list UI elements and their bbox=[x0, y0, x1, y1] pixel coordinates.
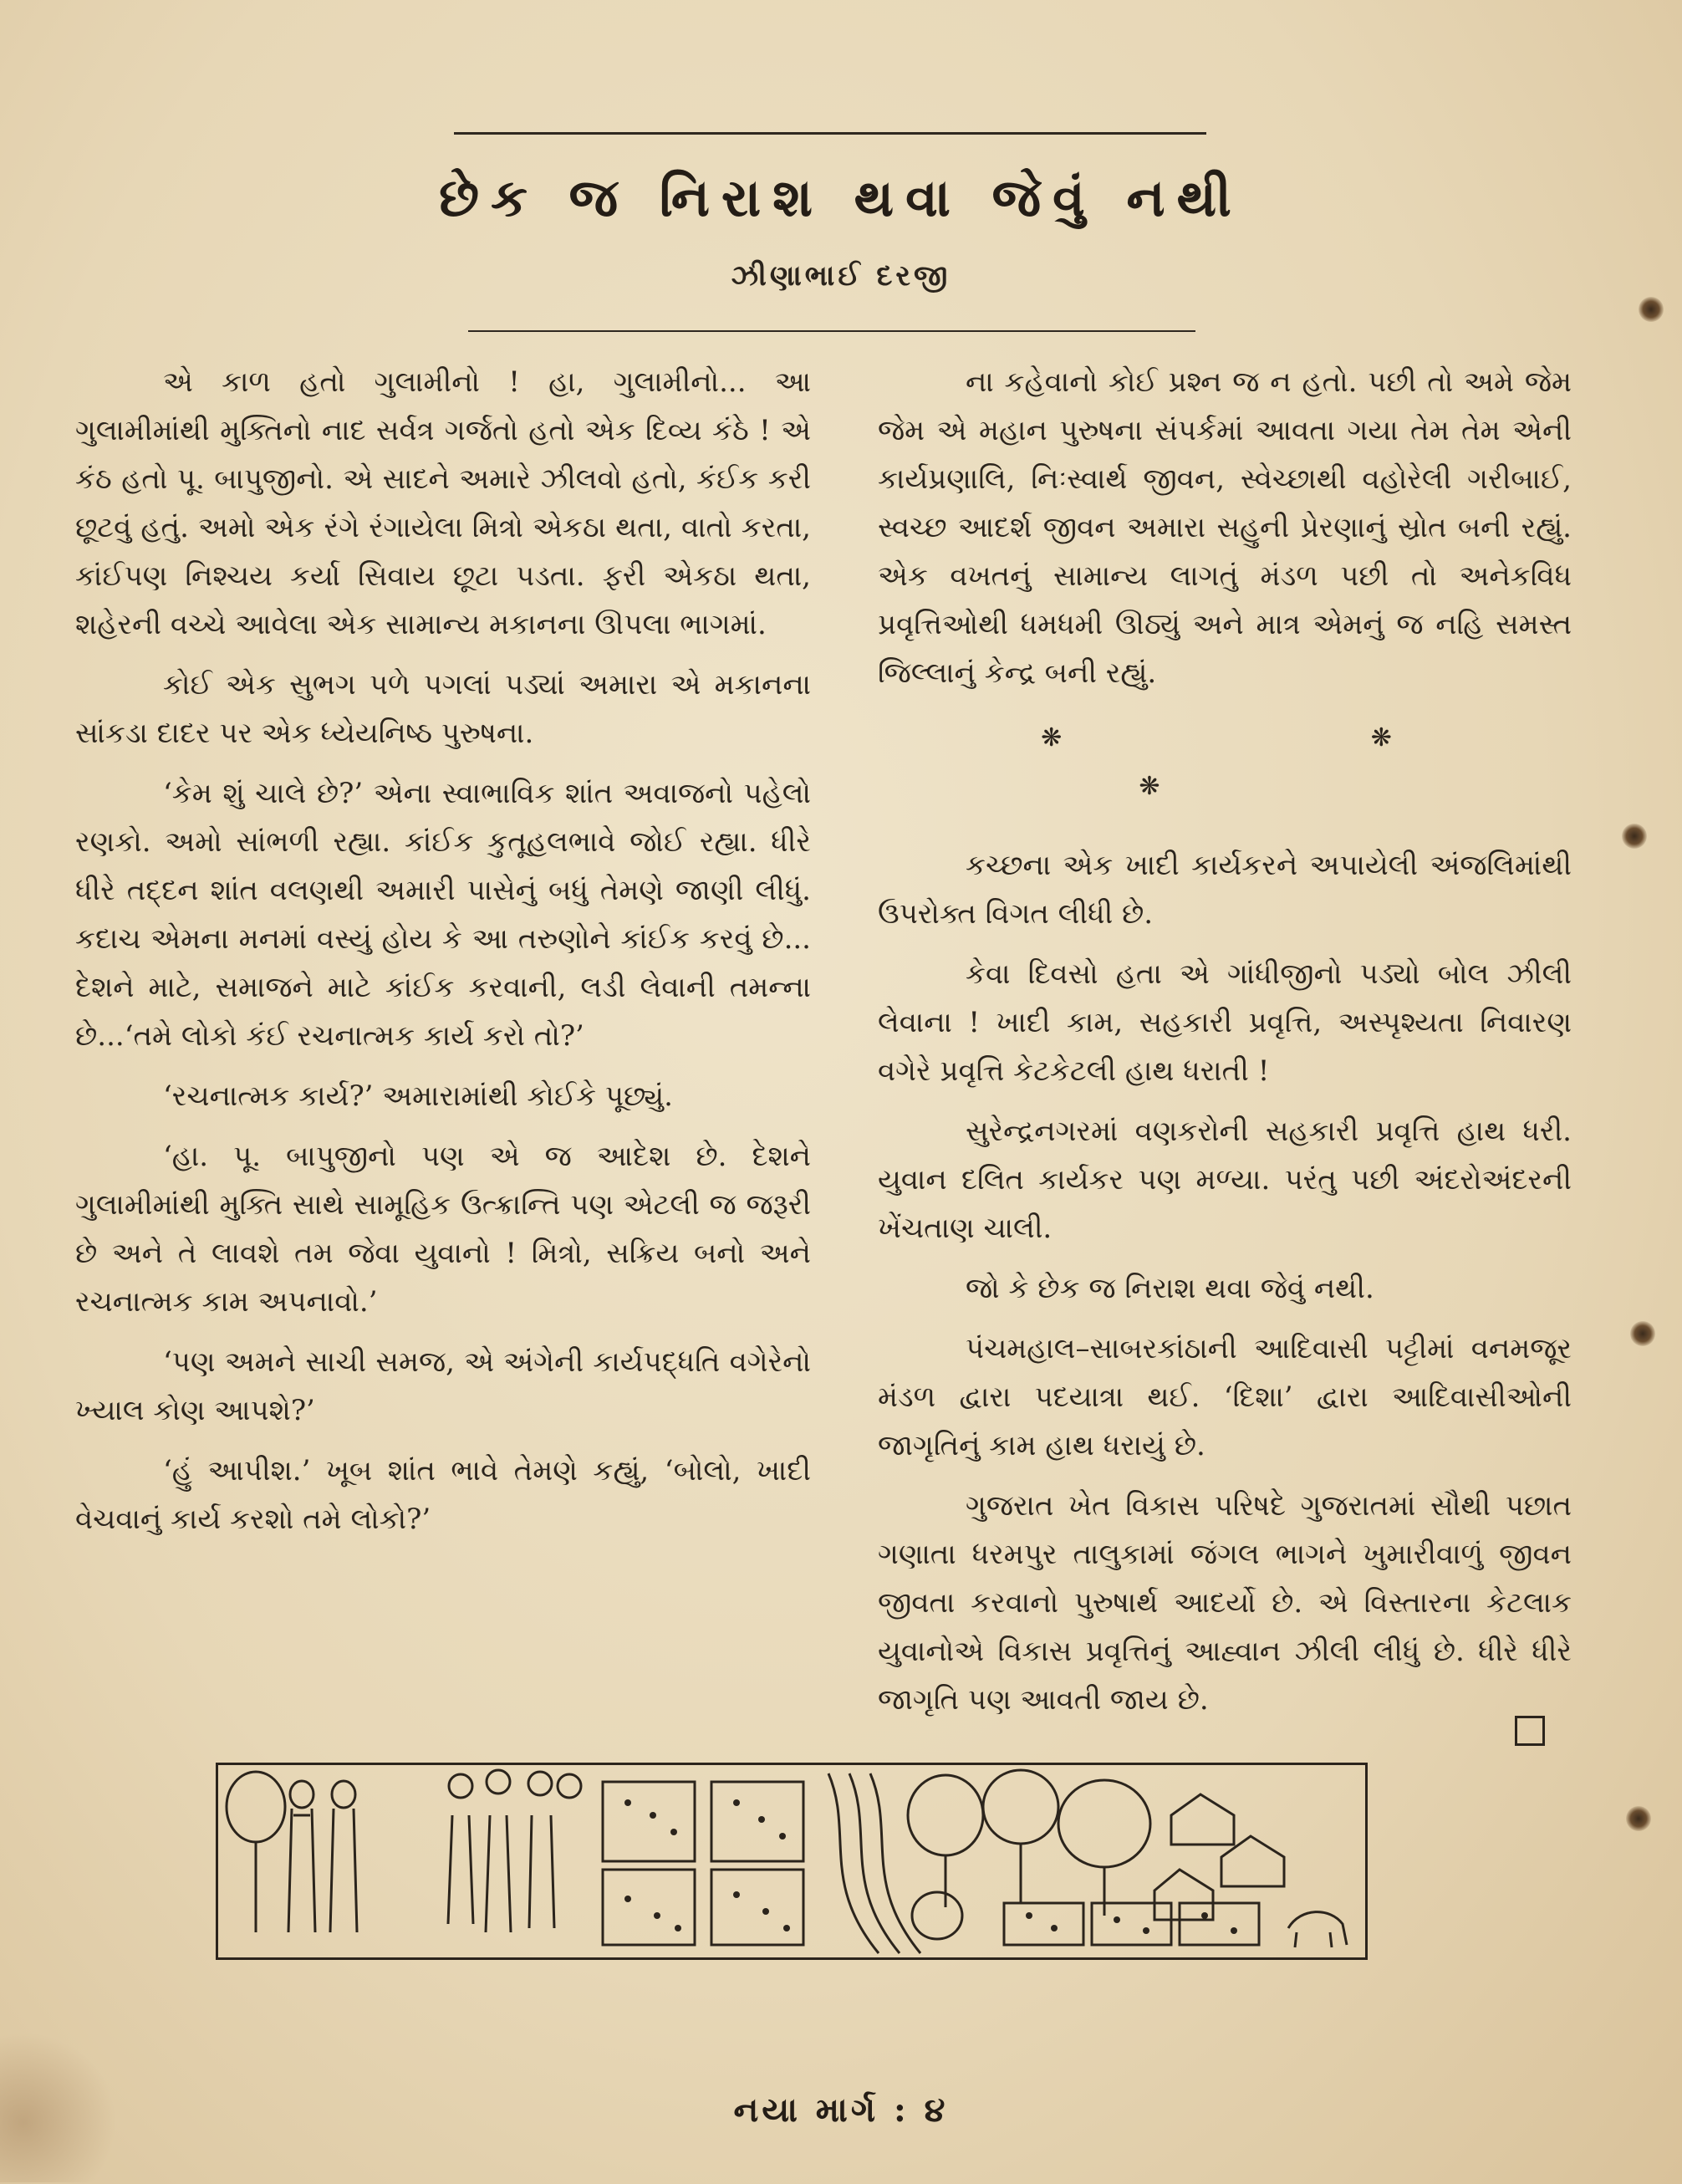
paragraph: ‘પણ અમને સાચી સમજ, એ અંગેની કાર્યપદ્ધતિ વગેરેનો ખ્યાલ કોણ આપશે?’ bbox=[75, 1345, 811, 1427]
paragraph: ‘હું આપીશ.’ ખૂબ શાંત ભાવે તેમણે કહ્યું, ‘બોલો, ખાદી વેચવાનું કાર્ય કરશો તમે લોકો?’ bbox=[75, 1454, 811, 1536]
left-column bbox=[75, 358, 811, 1555]
end-mark-box bbox=[1515, 1716, 1545, 1746]
right-column bbox=[878, 358, 1572, 1736]
paragraph: ગુજરાત ખેત વિકાસ પરિષદે ગુજરાતમાં સૌથી પછાત ગણાતા ધરમપુર તાલુકામાં જંગલ ભાગને ખુમારીવાળું જીવન જીવતા કરવાનો પુરુષાર્થ આદર્યો છે. એ વિસ્તારના કેટલાક યુવાનોએ વિકાસ પ્રવૃત્તિનું આહ્વાન ઝીલી લીધું છે. ધીરે ધીરે જાગૃતિ પણ આવતી જાય છે. bbox=[878, 1489, 1572, 1717]
village-illustration bbox=[216, 1763, 1368, 1960]
page-damage-mark bbox=[1626, 1806, 1651, 1831]
paragraph: ના કહેવાનો કોઈ પ્રશ્ન જ ન હતો. પછી તો અમે જેમ જેમ એ મહાન પુરુષના સંપર્કમાં આવતા ગયા તેમ તેમ એની કાર્યપ્રણાલિ, નિઃસ્વાર્થ જીવન, સ્વેચ્છાથી વહોરેલી ગરીબાઈ, સ્વચ્છ આદર્શ જીવન અમારા સહુની પ્રેરણાનું સ્રોત બની રહ્યું. એક વખતનું સામાન્ય લાગતું મંડળ પછી તો અનેકવિધ પ્રવૃત્તિઓથી ધમધમી ઊઠ્યું અને માત્ર એમનું જ નહિ સમસ્ત જિલ્લાનું કેન્દ્ર બની રહ્યું. bbox=[878, 365, 1572, 690]
illustration-drawing bbox=[218, 1765, 1365, 1957]
paragraph: કોઈ એક સુભગ પળે પગલાં પડ્યાં અમારા એ મકાનના સાંકડા દાદર પર એક ધ્યેયનિષ્ઠ પુરુષના. bbox=[75, 668, 811, 750]
title-rule bbox=[468, 330, 1195, 332]
paragraph: એ કાળ હતો ગુલામીનો ! હા, ગુલામીનો... આ ગુલામીમાંથી મુક્તિનો નાદ સર્વત્ર ગર્જતો હતો એક દિવ્ય કંઠે ! એ કંઠ હતો પૂ. બાપુજીનો. એ સાદને અમારે ઝીલવો હતો, કંઈક કરી છૂટવું હતું. અમો એક રંગે રંગાયેલા મિત્રો એકઠા થતા, વાતો કરતા, કાંઈપણ નિશ્ચય કર્યા સિવાય છૂટા પડતા. ફરી એકઠા થતા, શહેરની વચ્ચે આવેલા એક સામાન્ય મકાનના ઊપલા ભાગમાં. bbox=[75, 365, 811, 641]
paragraph: ‘હા. પૂ. બાપુજીનો પણ એ જ આદેશ છે. દેશને ગુલામીમાંથી મુક્તિ સાથે સામૂહિક ઉત્ક્રાન્તિ પણ એટલી જ જરૂરી છે અને તે લાવશે તમ જેવા યુવાનો ! મિત્રો, સક્રિય બનો અને રચનાત્મક કામ અપનાવો.’ bbox=[75, 1140, 811, 1319]
paragraph: સુરેન્દ્રનગરમાં વણકરોની સહકારી પ્રવૃત્તિ હાથ ધરી. યુવાન દલિત કાર્યકર પણ મળ્યા. પરંતુ પછી અંદરોઅંદરની ખેંચતાણ ચાલી. bbox=[878, 1115, 1572, 1245]
page-damage-mark bbox=[1622, 824, 1647, 849]
page-damage-mark bbox=[1630, 1321, 1655, 1346]
paragraph: ‘રચનાત્મક કાર્ય?’ અમારામાંથી કોઈકે પૂછ્યું. bbox=[163, 1079, 673, 1113]
paragraph: કેવા દિવસો હતા એ ગાંધીજીનો પડ્યો બોલ ઝીલી લેવાના ! ખાદી કામ, સહકારી પ્રવૃત્તિ, અસ્પૃશ્યતા નિવારણ વગેરે પ્રવૃત્તિ કેટકેટલી હાથ ધરાતી ! bbox=[878, 957, 1572, 1088]
page-damage-mark bbox=[1639, 297, 1664, 322]
paragraph: કચ્છના એક ખાદી કાર્યકરને અપાયેલી અંજલિમાંથી ઉપરોક્ત વિગત લીધી છે. bbox=[878, 849, 1572, 931]
article-author: ઝીણાભાઈ દરજી bbox=[731, 259, 951, 293]
top-rule bbox=[454, 132, 1206, 135]
paragraph: પંચમહાલ–સાબરકાંઠાની આદિવાસી પટ્ટીમાં વનમજૂર મંડળ દ્વારા પદયાત્રા થઈ. ‘દિશા’ દ્વારા આદિવાસીઓની જાગૃતિનું કામ હાથ ધરાયું છે. bbox=[878, 1332, 1572, 1462]
section-separator: ❋ ❋ ❋ bbox=[1041, 723, 1542, 801]
paragraph: જો કે છેક જ નિરાશ થવા જેવું નથી. bbox=[966, 1272, 1374, 1305]
paragraph: ‘કેમ શું ચાલે છે?’ એના સ્વાભાવિક શાંત અવાજનો પહેલો રણકો. અમો સાંભળી રહ્યા. કાંઈક કુતૂહલભાવે જોઈ રહ્યા. ધીરે ધીરે તદ્દન શાંત વલણથી અમારી પાસેનું બધું તેમણે જાણી લીધું. કદાચ એમના મનમાં વસ્યું હોય કે આ તરુણોને કાંઈક કરવું છે... દેશને માટે, સમાજને માટે કાંઈક કરવાની, લડી લેવાની તમન્ના છે...‘તમે લોકો કંઈ રચનાત્મક કાર્ય કરો તો?’ bbox=[75, 777, 811, 1053]
page-footer: નયા માર્ગ : ૪ bbox=[733, 2090, 949, 2130]
article-title: છેક જ નિરાશ થવા જેવું નથી bbox=[439, 167, 1243, 228]
